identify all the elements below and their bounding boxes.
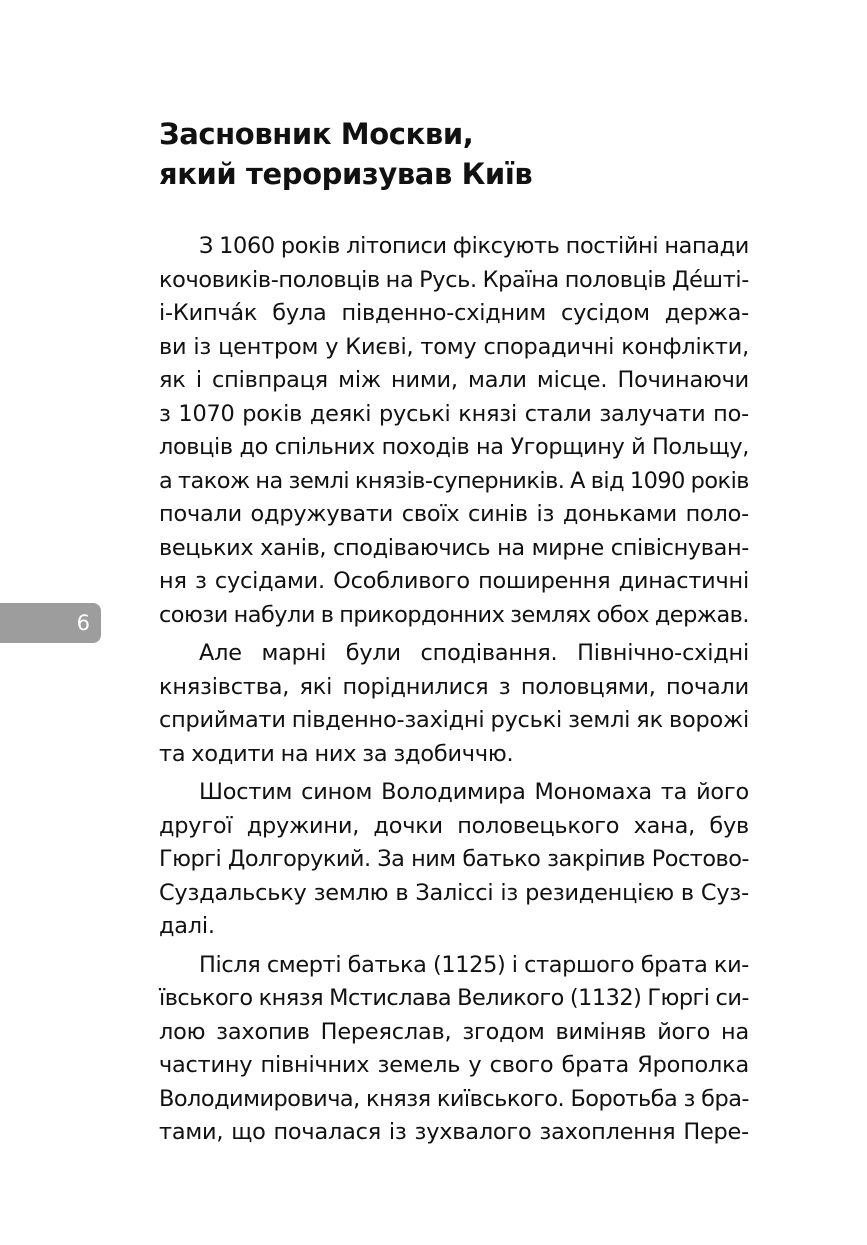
text-line: Володимировича, князя київського. Боротьба з бра- — [159, 1085, 749, 1112]
text-line: частину північних земель у свого брата Ярополка — [159, 1052, 749, 1078]
body-text — [159, 230, 749, 1150]
text-line: ловців до спільних походів на Угорщину й Польщу, — [159, 434, 749, 460]
text-line: ня з сусідами. Особливого поширення династичні — [159, 568, 749, 594]
text-line: сприймати південно-західні руські землі як ворожі — [159, 707, 749, 733]
text-line: а також на землі князів-суперників. А від 1090 років — [159, 467, 749, 494]
text-line: ви із центром у Києві, тому спорадичні конфлікти, — [159, 333, 749, 360]
text-line: Але марні були сподівання. Північно-східні — [199, 640, 749, 666]
paragraph — [159, 637, 749, 771]
text-line: та ходити на них за здобиччю. — [159, 740, 514, 767]
text-line: з 1070 років деякі руські князі стали залучати по- — [159, 400, 749, 427]
text-line: князівства, які поріднилися з половцями, почали — [159, 673, 749, 700]
text-line: почали одружувати своїх синів із доньками поло- — [159, 501, 749, 527]
paragraph — [159, 776, 749, 944]
text-line: далі. — [159, 913, 215, 939]
page-title-line: який тероризував Київ — [159, 157, 533, 191]
text-line: тами, що почалася із зухвалого захоплення Пере- — [159, 1119, 749, 1145]
text-line: З 1060 років літописи фіксують постійні напади — [199, 233, 749, 259]
text-line: як і співпраця між ними, мали місце. Починаючи — [159, 367, 749, 393]
text-line: Шостим сином Володимира Мономаха та його — [199, 779, 749, 805]
text-line: ївського князя Мстислава Великого (1132) Гюргі си- — [159, 985, 749, 1011]
text-line: Суздальську землю в Заліссі із резиденцією в Суз- — [159, 879, 749, 906]
page-number: 6 — [76, 611, 90, 635]
text-line: і-Кипчáк була південно-східним сусідом держа- — [159, 300, 749, 326]
text-line: Після смерті батька (1125) і старшого брата ки- — [199, 951, 749, 978]
text-line: Гюргі Долгорукий. За ним батько закріпив Ростово- — [159, 846, 749, 872]
page-number-tab — [0, 603, 101, 643]
text-line: союзи набули в прикордонних землях обох держав. — [159, 601, 749, 628]
text-line: другої дружини, дочки половецького хана, був — [159, 812, 749, 839]
page-title — [159, 114, 759, 194]
paragraph — [159, 949, 749, 1150]
text-line: кочовиків-половців на Русь. Країна половців Дéшті- — [159, 266, 749, 293]
page-title-line: Засновник Москви, — [159, 117, 474, 151]
paragraph — [159, 230, 749, 632]
text-line: вецьких ханів, сподіваючись на мирне співіснуван- — [159, 534, 749, 561]
text-line: лою захопив Переяслав, згодом виміняв його на — [159, 1018, 749, 1045]
